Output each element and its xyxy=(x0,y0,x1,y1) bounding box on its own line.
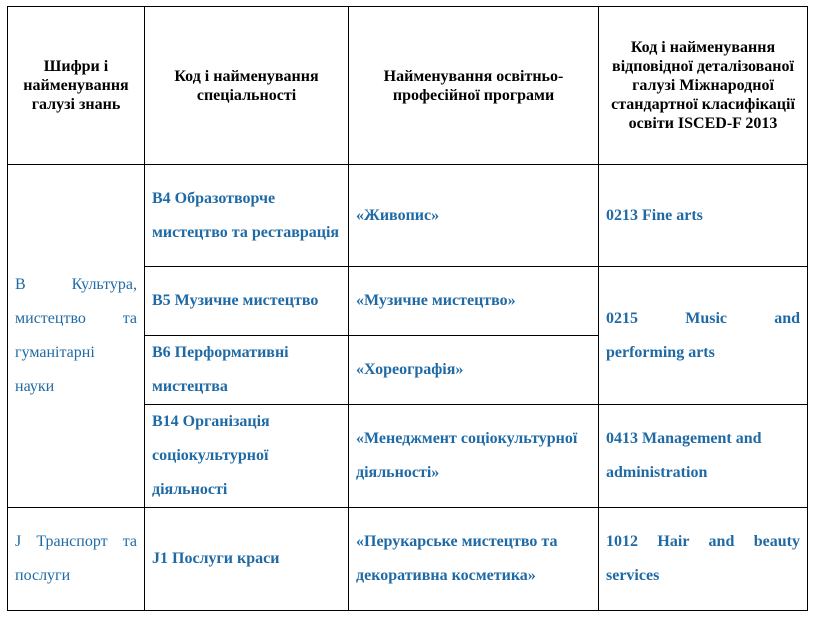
header-field: Шифри і найменування галузі знань xyxy=(8,7,145,165)
table-header-row xyxy=(8,7,808,165)
program-b6: «Хореографія» xyxy=(349,336,599,405)
table-row xyxy=(8,165,808,267)
header-specialty: Код і найменування спеціальності xyxy=(145,7,349,165)
program-b5: «Музичне мистецтво» xyxy=(349,267,599,336)
field-culture: В Культура, мистецтво та гуманітарні науки xyxy=(8,165,145,508)
program-j1: «Перукарське мистецтво та декоративна косметика» xyxy=(349,508,599,611)
table-row xyxy=(8,508,808,611)
isced-b5-b6-line1: 0215 Music and xyxy=(606,309,800,327)
program-b4: «Живопис» xyxy=(349,165,599,267)
isced-b4: 0213 Fine arts xyxy=(599,165,808,267)
isced-j1: 1012 Hair and beauty services xyxy=(599,508,808,611)
program-b14: «Менеджмент соціокультурної діяльності» xyxy=(349,405,599,508)
header-program: Найменування освітньо-професійної програми xyxy=(349,7,599,165)
specialty-j1: J1 Послуги краси xyxy=(145,508,349,611)
isced-b14: 0413 Management and administration xyxy=(599,405,808,508)
specialty-b5: В5 Музичне мистецтво xyxy=(145,267,349,336)
field-transport: J Транспорт та послуги xyxy=(8,508,145,611)
specialty-b4: В4 Образотворче мистецтво та реставрація xyxy=(145,165,349,267)
classification-table xyxy=(7,6,808,611)
isced-b5-b6 xyxy=(599,267,808,405)
header-isced: Код і найменування відповідної деталізованої галузі Міжнародної стандартної класифікації освіти ISCED-F 2013 xyxy=(599,7,808,165)
isced-b5-b6-line2: performing arts xyxy=(606,343,715,361)
specialty-b14: В14 Організація соціокультурної діяльності xyxy=(145,405,349,508)
specialty-b6: В6 Перформативні мистецтва xyxy=(145,336,349,405)
